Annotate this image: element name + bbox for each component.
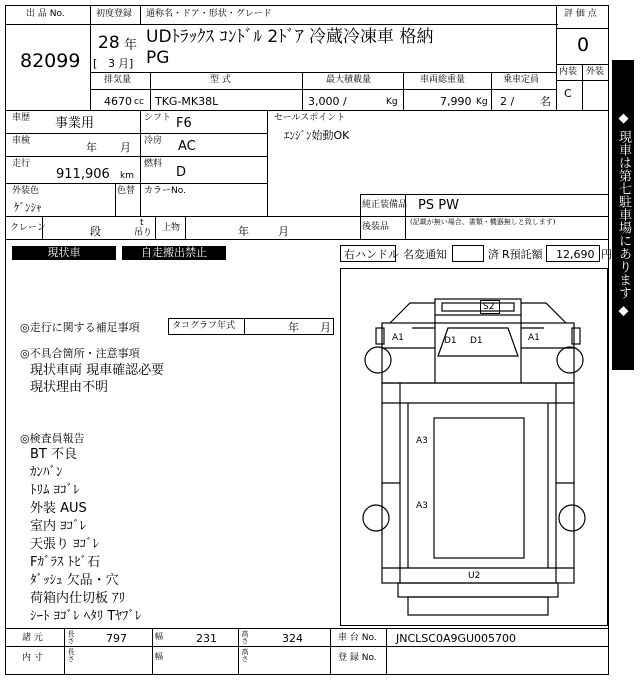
diagram-label-d1-right: D1	[470, 336, 483, 346]
lot-number: 82099	[20, 50, 81, 72]
mileage-unit: km	[120, 171, 134, 181]
sales-point-value: ｴﾝｼﾞﾝ始動OK	[284, 129, 350, 142]
upper-body-label: 上物	[162, 223, 181, 233]
tacho-month: 月	[320, 321, 331, 334]
rhd-text: 右ハンドル	[344, 248, 399, 261]
interior-grade: C	[564, 87, 572, 100]
history-value: 事業用	[55, 116, 95, 131]
model-value: TKG-MK38L	[155, 95, 219, 108]
capacity-label: 乗車定員	[503, 75, 540, 85]
color-change-label: 色替	[117, 186, 136, 196]
gross-weight-label: 車両総重量	[420, 75, 466, 85]
inspector-line-5: 室内 ﾖｺﾞﾚ	[30, 519, 87, 534]
inner-height-label: 高さ	[241, 648, 249, 662]
recycle-amount: 12,690	[556, 248, 595, 261]
first-reg-month-close: 月]	[118, 57, 134, 70]
inspector-line-4: 外装 AUS	[30, 501, 87, 516]
upper-body-month: 月	[278, 225, 289, 238]
lot-label: 出 品 No.	[26, 9, 65, 19]
inspection-label: 車検	[12, 136, 31, 146]
height-label: 高さ	[241, 630, 249, 644]
genuine-equipment-value: PS PW	[418, 198, 459, 213]
score-value: 0	[577, 34, 590, 56]
crane-ton: t	[140, 218, 144, 228]
inspector-line-8: ﾀﾞｯｼｭ 欠品・穴	[30, 573, 119, 588]
displacement-label: 排気量	[104, 75, 132, 85]
tacho-label: タコグラフ年式	[172, 321, 236, 331]
chassis-value: JNCLSC0A9GU005700	[396, 632, 517, 645]
crane-label: クレーン	[10, 223, 46, 233]
max-load-unit: Kg	[386, 97, 398, 107]
first-reg-year: 28	[98, 33, 120, 53]
driving-notes-title: ◎走行に関する補足事項	[20, 321, 140, 334]
vehicle-title-line1: UDﾄﾗｯｸｽ ｺﾝﾄﾞﾙ 2ﾄﾞｱ 冷蔵冷凍車 格納	[146, 27, 434, 47]
self-drive-prohibited-badge: 自走搬出禁止	[122, 246, 226, 260]
sales-point-label: セールスポイント	[274, 113, 346, 123]
width-label: 幅	[155, 632, 163, 641]
inspection-year: 年	[86, 141, 97, 154]
recycle-label: R預託額	[502, 248, 543, 261]
length-label: 長さ	[67, 630, 75, 644]
diagram-label-a1-right: A1	[528, 333, 540, 343]
inspector-line-3: ﾄﾘﾑ ﾖｺﾞﾚ	[30, 483, 80, 498]
displacement-unit: cc	[134, 97, 144, 107]
ac-value: AC	[178, 139, 196, 154]
max-load-value: 3,000 /	[308, 95, 347, 108]
inspector-line-2: ｶﾝﾊﾞﾝ	[30, 465, 63, 480]
height-value: 324	[282, 632, 303, 645]
inspector-line-9: 荷箱内仕切板 ｱﾘ	[30, 591, 126, 606]
gross-weight-value: 7,990	[440, 95, 472, 108]
diagram-label-d1-left: D1	[444, 336, 457, 346]
inspector-report-title: ◎検査員報告	[20, 432, 85, 445]
diagram-label-s2: S2	[483, 302, 495, 312]
first-reg-label: 初度登録	[96, 9, 133, 19]
inspector-line-6: 天張り ﾖｺﾞﾚ	[30, 537, 100, 552]
registration-label: 登 録 No.	[338, 653, 377, 663]
first-reg-month-open: [	[93, 57, 98, 70]
recycle-stamp: 済	[488, 248, 499, 261]
upper-body-year: 年	[238, 225, 249, 238]
color-label: 外装色	[12, 186, 40, 196]
name-change-text: 名変通知	[403, 248, 447, 261]
mileage-label: 走行	[12, 159, 31, 169]
crane-hang: 吊り	[134, 228, 153, 238]
color-no-label: カラーNo.	[144, 186, 186, 196]
length-value: 797	[106, 632, 127, 645]
dims-label: 諸 元	[22, 633, 43, 643]
displacement-value: 4670	[104, 95, 132, 108]
capacity-value: 2 /	[500, 95, 515, 108]
color-value: ｹﾞﾝｼｬ	[14, 201, 42, 214]
defect-notes-title: ◎不具合箇所・注意事項	[20, 347, 140, 360]
diagram-label-u2: U2	[468, 571, 481, 581]
mileage-value: 911,906	[56, 167, 110, 182]
ac-label: 冷房	[144, 136, 163, 146]
interior-label: 内装	[559, 67, 578, 77]
first-reg-year-unit: 年	[124, 38, 138, 53]
recycle-unit: 円	[601, 248, 612, 261]
inner-length-label: 長さ	[67, 648, 75, 662]
parking-location-banner: ◆ 現車は第七駐車場にあります ◆	[612, 60, 634, 370]
defect-line-2: 現状理由不明	[30, 380, 109, 395]
diagram-label-a3-lower: A3	[416, 501, 428, 511]
inner-width-label: 幅	[155, 652, 163, 661]
model-label: 型 式	[210, 75, 231, 85]
genuine-equipment-label: 純正装備品	[362, 200, 408, 210]
name-label: 通称名・ドア・形状・グレード	[146, 9, 272, 19]
inspection-month: 月	[120, 141, 131, 154]
exterior-label: 外装	[586, 67, 605, 77]
current-state-badge: 現状車	[12, 246, 116, 260]
name-change-box	[452, 245, 484, 262]
score-label: 評 価 点	[564, 9, 597, 19]
capacity-unit: 名	[540, 95, 551, 108]
shift-value: F6	[176, 116, 192, 131]
vehicle-title-line2: PG	[146, 48, 170, 68]
tacho-year: 年	[288, 321, 299, 334]
fuel-value: D	[176, 165, 187, 180]
diagram-label-a3-upper: A3	[416, 436, 428, 446]
history-label: 車歴	[12, 113, 31, 123]
crane-stage: 段	[90, 225, 101, 238]
first-reg-month: 3	[108, 57, 115, 70]
inner-dims-label: 内 寸	[22, 653, 43, 663]
inspector-line-1: BT 不良	[30, 447, 77, 462]
max-load-label: 最大積載量	[326, 75, 372, 85]
gross-weight-unit: Kg	[476, 97, 488, 107]
diagram-label-a1-left: A1	[392, 333, 404, 343]
shift-label: シフト	[144, 113, 172, 123]
retrofit-label: 後装品	[362, 222, 390, 232]
chassis-label: 車 台 No.	[338, 633, 377, 643]
inspector-line-10: ｼｰﾄ ﾖｺﾞﾚ ﾍﾀﾘ Tﾔﾌﾞﾚ	[30, 609, 142, 624]
width-value: 231	[196, 632, 217, 645]
defect-line-1: 現状車両 現車確認必要	[30, 363, 165, 378]
inspector-line-7: Fｶﾞﾗｽ ﾄﾋﾞ石	[30, 555, 101, 570]
fuel-label: 燃料	[144, 159, 163, 169]
retrofit-note: (記載が無い場合、書類・機器無しと致します)	[410, 218, 556, 226]
